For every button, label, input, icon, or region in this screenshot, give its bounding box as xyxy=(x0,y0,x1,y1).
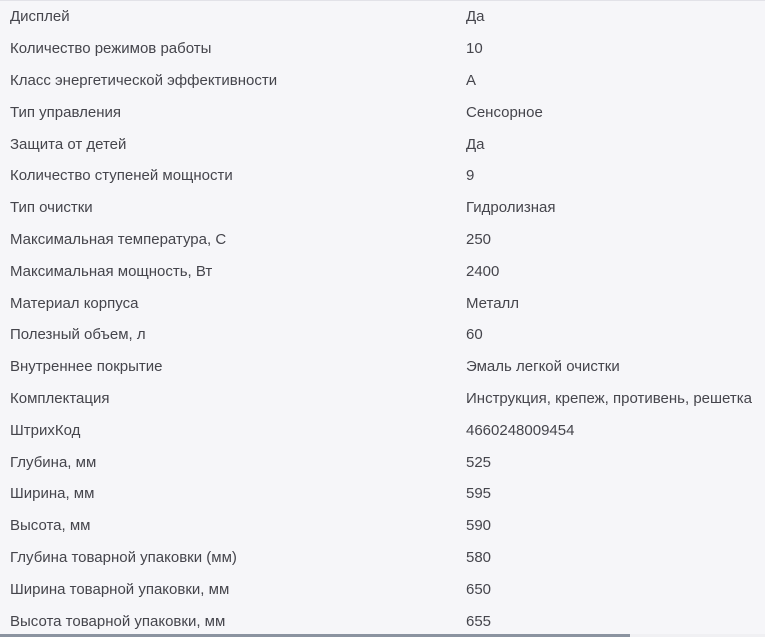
table-row xyxy=(0,255,765,287)
spec-label: Ширина товарной упаковки, мм xyxy=(10,580,230,598)
spec-label: Полезный объем, л xyxy=(10,326,146,344)
spec-value: Да xyxy=(466,8,485,26)
spec-value: Гидролизная xyxy=(466,199,556,217)
spec-value: 10 xyxy=(466,40,483,58)
spec-label: Глубина, мм xyxy=(10,453,97,471)
spec-value: 4660248009454 xyxy=(466,421,575,439)
table-row xyxy=(0,478,765,510)
spec-label: Дисплей xyxy=(10,8,70,26)
spec-value: Эмаль легкой очистки xyxy=(466,358,620,376)
spec-label: Материал корпуса xyxy=(10,294,139,312)
spec-value: 580 xyxy=(466,548,492,566)
table-row xyxy=(0,192,765,224)
table-row xyxy=(0,33,765,65)
table-row xyxy=(0,446,765,478)
table-row xyxy=(0,319,765,351)
spec-value: Сенсорное xyxy=(466,103,543,121)
spec-label: ШтрихКод xyxy=(10,421,81,439)
table-row xyxy=(0,128,765,160)
spec-value: Металл xyxy=(466,294,520,312)
spec-value: 2400 xyxy=(466,262,500,280)
table-row xyxy=(0,287,765,319)
table-row xyxy=(0,542,765,574)
spec-value: 250 xyxy=(466,230,492,248)
spec-label: Тип управления xyxy=(10,103,121,121)
spec-label: Комплектация xyxy=(10,389,110,407)
table-row xyxy=(0,510,765,542)
spec-label: Максимальная температура, С xyxy=(10,230,227,248)
spec-label: Максимальная мощность, Вт xyxy=(10,262,213,280)
spec-value: 590 xyxy=(466,517,492,535)
table-row xyxy=(0,160,765,192)
spec-label: Тип очистки xyxy=(10,199,93,217)
spec-value: Да xyxy=(466,135,485,153)
table-row xyxy=(0,1,765,33)
spec-label: Количество ступеней мощности xyxy=(10,167,233,185)
spec-value: А xyxy=(466,71,477,89)
spec-label: Класс энергетической эффективности xyxy=(10,71,278,89)
spec-value: 650 xyxy=(466,580,492,598)
spec-value: Инструкция, крепеж, противень, решетка xyxy=(466,389,752,407)
spec-label: Защита от детей xyxy=(10,135,127,153)
spec-value: 655 xyxy=(466,612,492,630)
spec-value: 525 xyxy=(466,453,492,471)
table-row xyxy=(0,96,765,128)
spec-label: Ширина, мм xyxy=(10,485,95,503)
spec-label: Количество режимов работы xyxy=(10,40,212,58)
spec-label: Глубина товарной упаковки (мм) xyxy=(10,548,237,566)
table-row xyxy=(0,383,765,415)
spec-label: Высота товарной упаковки, мм xyxy=(10,612,226,630)
spec-value: 595 xyxy=(466,485,492,503)
table-row xyxy=(0,65,765,97)
table-row xyxy=(0,573,765,605)
table-row xyxy=(0,414,765,446)
spec-label: Внутреннее покрытие xyxy=(10,358,163,376)
spec-value: 9 xyxy=(466,167,475,185)
table-row xyxy=(0,224,765,256)
spec-value: 60 xyxy=(466,326,483,344)
table-row xyxy=(0,605,765,637)
table-row xyxy=(0,351,765,383)
spec-label: Высота, мм xyxy=(10,517,91,535)
